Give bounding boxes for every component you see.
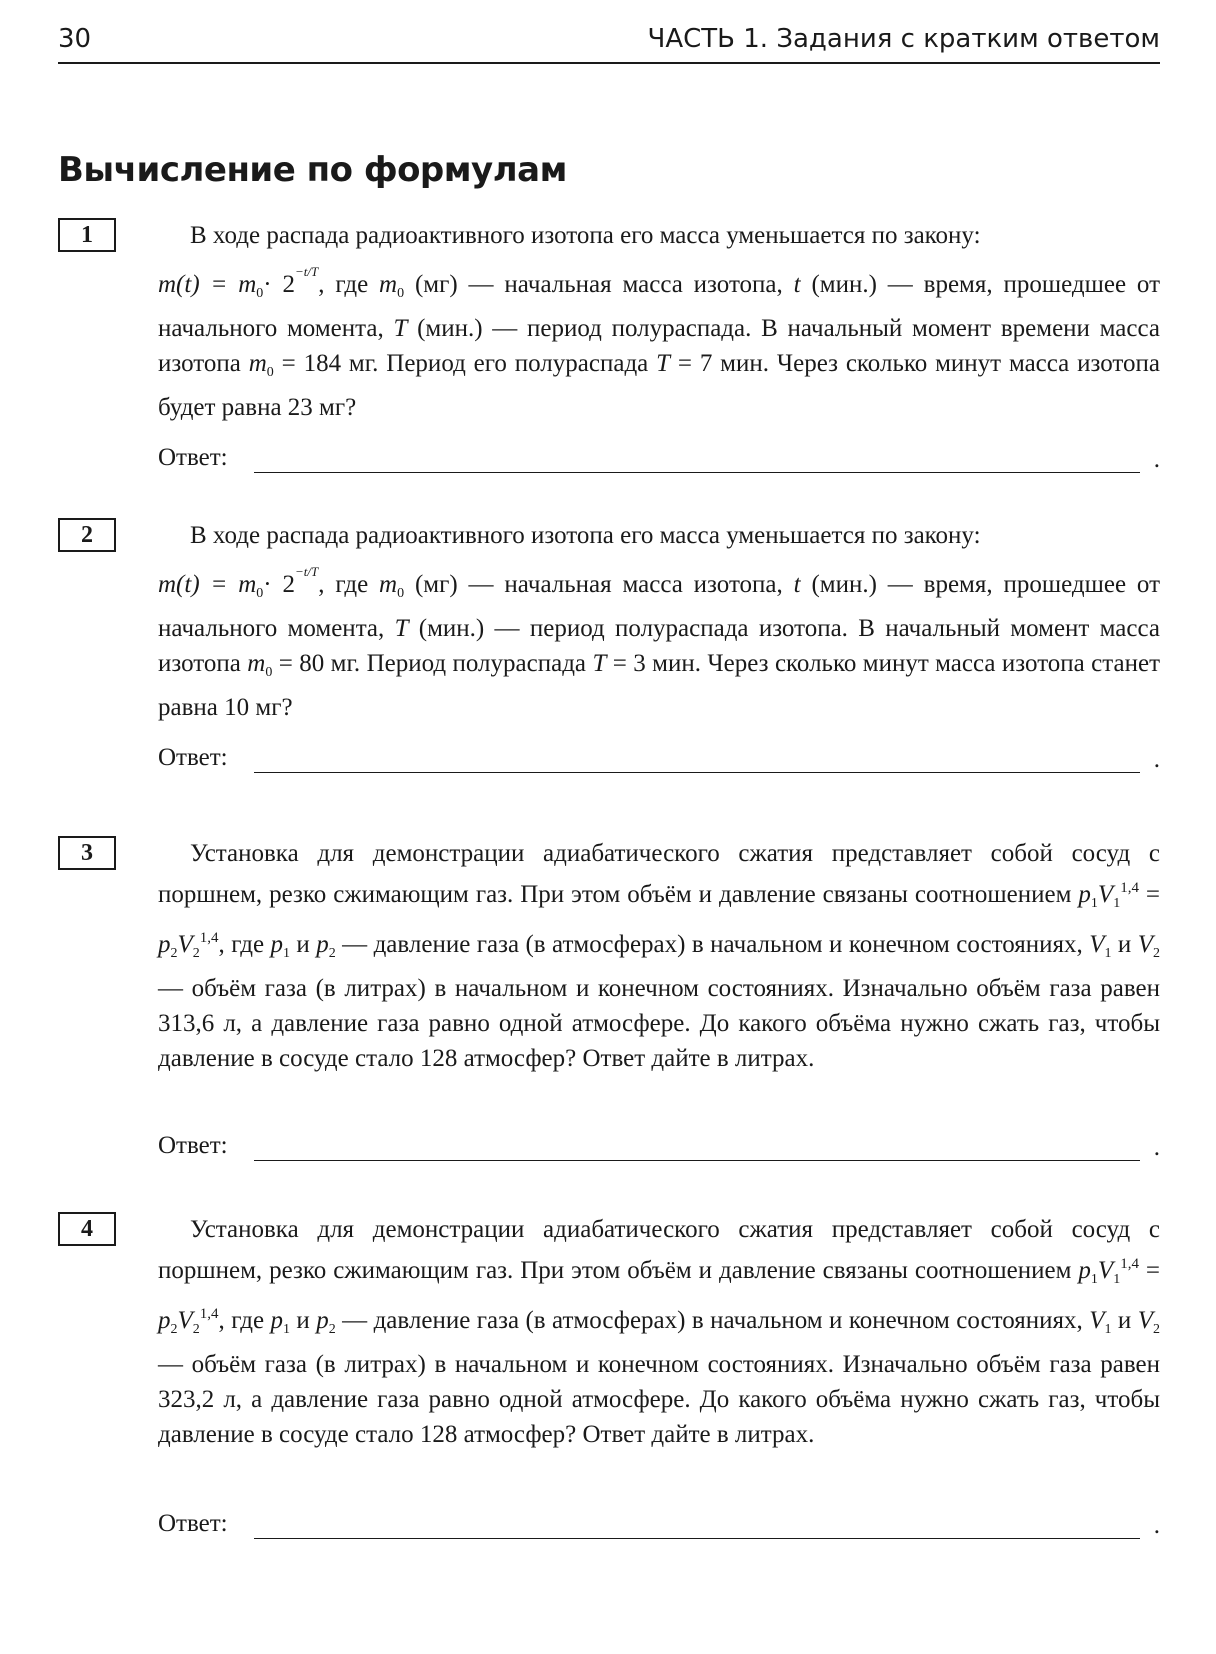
task-number: 3 [58,836,116,870]
var-sub: 2 [1153,1322,1160,1337]
task-body [158,1212,1160,1452]
var-V2: V [1137,931,1153,958]
var-T: T [656,350,671,377]
var-p1: p [270,1307,283,1334]
text-part: , где [218,931,271,958]
var-m: m [247,650,266,677]
answer-end-dot: . [1153,446,1160,473]
exponent-denominator: T [311,564,319,579]
eq-V2: V [177,931,193,958]
answer-row [158,444,1160,480]
eq-V1: V [1097,1257,1114,1284]
text-part: , где [218,1307,271,1334]
var-p2: p [316,931,329,958]
eq-sub: 2 [192,1322,200,1337]
answer-row [158,1132,1160,1168]
text-part: Установка для демонстрации адиабатического сжатия представляет собой сосуд с поршнем, резко сжимающим газ. При этом объём и давление связаны соотношением [158,840,1160,908]
answer-label: Ответ: [158,444,228,471]
decay-formula [158,564,319,601]
eq-power: 1,4 [199,930,219,946]
var-V1: V [1089,931,1105,958]
var-sub: 1 [282,946,290,961]
var-sub: 2 [328,1322,336,1337]
task-text [158,518,1160,725]
task-intro: В ходе распада радиоактивного изотопа его масса уменьшается по закону: [190,222,981,249]
exponent-numerator: t [303,264,308,279]
text-part: , где [318,571,380,598]
formula-base: · 2 [263,571,295,598]
text-part: и [1111,931,1138,958]
var-sub: 0 [397,286,405,301]
task-number: 4 [58,1212,116,1246]
eq-V1: V [1097,881,1114,908]
answer-end-dot: . [1153,746,1160,773]
var-m: m [379,571,398,598]
exponent-denominator: T [311,264,319,279]
answer-field[interactable] [254,1538,1140,1539]
formula-sub: 0 [256,286,264,301]
text-part: , где [318,271,380,298]
text-part: (мин.) — период полураспада. В начальный момент времени масса изотопа [158,315,1160,377]
eq-power: 1,4 [199,1306,219,1322]
text-part: и [289,931,317,958]
formula-sub: 0 [256,586,264,601]
var-sub: 0 [265,665,273,680]
text-part: = 3 мин. Через сколько минут масса изотопа станет равна 10 мг? [158,650,1160,721]
answer-label: Ответ: [158,744,228,771]
text-part: = 184 мг. Период его полураспада [273,350,657,377]
text-part: — объём газа (в литрах) в начальном и конечном состояниях. Изначально объём газа равен 323,2 л, а давление газа равно одной атмосфере. До какого объёма нужно сжать газ, чтобы давление в сосуде стало 128 атмосфер? Ответ дайте в литрах. [158,1351,1160,1448]
page-number: 30 [58,24,92,54]
part-title: ЧАСТЬ 1. Задания с кратким ответом [647,24,1160,54]
eq-sub: 1 [1090,1272,1098,1287]
task-intro: В ходе распада радиоактивного изотопа его масса уменьшается по закону: [190,522,981,549]
text-part: — давление газа (в атмосферах) в начальном и конечном состояниях, [335,931,1090,958]
answer-field[interactable] [254,472,1140,473]
text-part: (мин.) — время, прошедшее от начального момента, [158,571,1160,642]
answer-field[interactable] [254,1160,1140,1161]
text-part: = 7 мин. Через сколько минут масса изотопа будет равна 23 мг? [158,350,1160,421]
var-sub: 2 [1153,946,1160,961]
eq-p2: p [158,1307,171,1334]
var-sub: 1 [1104,1322,1112,1337]
task-number: 1 [58,218,116,252]
text-part: = 80 мг. Период полураспада [272,650,593,677]
exponent-numerator: t [303,564,308,579]
eq-equals: = [1138,1257,1160,1284]
var-T: T [394,615,409,642]
answer-end-dot: . [1153,1134,1160,1161]
text-part: — давление газа (в атмосферах) в начальном и конечном состояниях, [335,1307,1090,1334]
task-number: 2 [58,518,116,552]
eq-sub: 1 [1090,896,1098,911]
text-part: и [289,1307,317,1334]
text-part: и [1111,1307,1138,1334]
var-sub: 1 [282,1322,290,1337]
text-part: (мин.) — время, прошедшее от начального момента, [158,271,1160,342]
eq-sub: 2 [170,1322,178,1337]
var-p2: p [316,1307,329,1334]
text-part: (мг) — начальная масса изотопа, [404,571,794,598]
var-sub: 2 [328,946,336,961]
task-text [158,836,1160,1076]
formula-exponent: −t/T [294,264,319,279]
var-sub: 0 [266,365,274,380]
decay-formula [158,264,319,301]
formula-lhs: m(t) = m [158,271,257,298]
var-t: t [793,271,801,298]
answer-row [158,1510,1160,1546]
formula-exponent: −t/T [294,564,319,579]
eq-p2: p [158,931,171,958]
var-T: T [592,650,607,677]
answer-end-dot: . [1153,1512,1160,1539]
var-T: T [393,315,408,342]
eq-V2: V [177,1307,193,1334]
formula-base: · 2 [263,271,295,298]
var-sub: 0 [397,586,405,601]
eq-sub: 1 [1113,1272,1121,1287]
text-part: — объём газа (в литрах) в начальном и конечном состояниях. Изначально объём газа равен 313,6 л, а давление газа равно одной атмосфере. До какого объёма нужно сжать газ, чтобы давление в сосуде стало 128 атмосфер? Ответ дайте в литрах. [158,975,1160,1072]
eq-p1: p [1078,1257,1091,1284]
text-part: (мин.) — период полураспада изотопа. В начальный момент масса изотопа [158,615,1160,677]
answer-row [158,744,1160,780]
eq-p1: p [1078,881,1091,908]
eq-power: 1,4 [1120,1256,1139,1272]
eq-power: 1,4 [1120,880,1139,896]
text-part: Установка для демонстрации адиабатического сжатия представляет собой сосуд с поршнем, резко сжимающим газ. При этом объём и давление связаны соотношением [158,1216,1160,1284]
task-body [158,564,1160,725]
eq-sub: 2 [170,946,178,961]
formula-lhs: m(t) = m [158,571,257,598]
var-t: t [793,571,801,598]
eq-sub: 1 [1113,896,1121,911]
var-V2: V [1137,1307,1153,1334]
task-body [158,836,1160,1076]
answer-label: Ответ: [158,1510,228,1537]
section-title: Вычисление по формулам [58,150,567,190]
var-V1: V [1089,1307,1105,1334]
text-part: (мг) — начальная масса изотопа, [404,271,794,298]
task-body [158,264,1160,425]
var-m: m [379,271,398,298]
task-text [158,1212,1160,1452]
answer-field[interactable] [254,772,1140,773]
eq-equals: = [1138,881,1160,908]
var-p1: p [270,931,283,958]
task-text [158,218,1160,425]
answer-label: Ответ: [158,1132,228,1159]
var-m: m [248,350,267,377]
running-head [58,22,1160,64]
eq-sub: 2 [192,946,200,961]
var-sub: 1 [1104,946,1112,961]
